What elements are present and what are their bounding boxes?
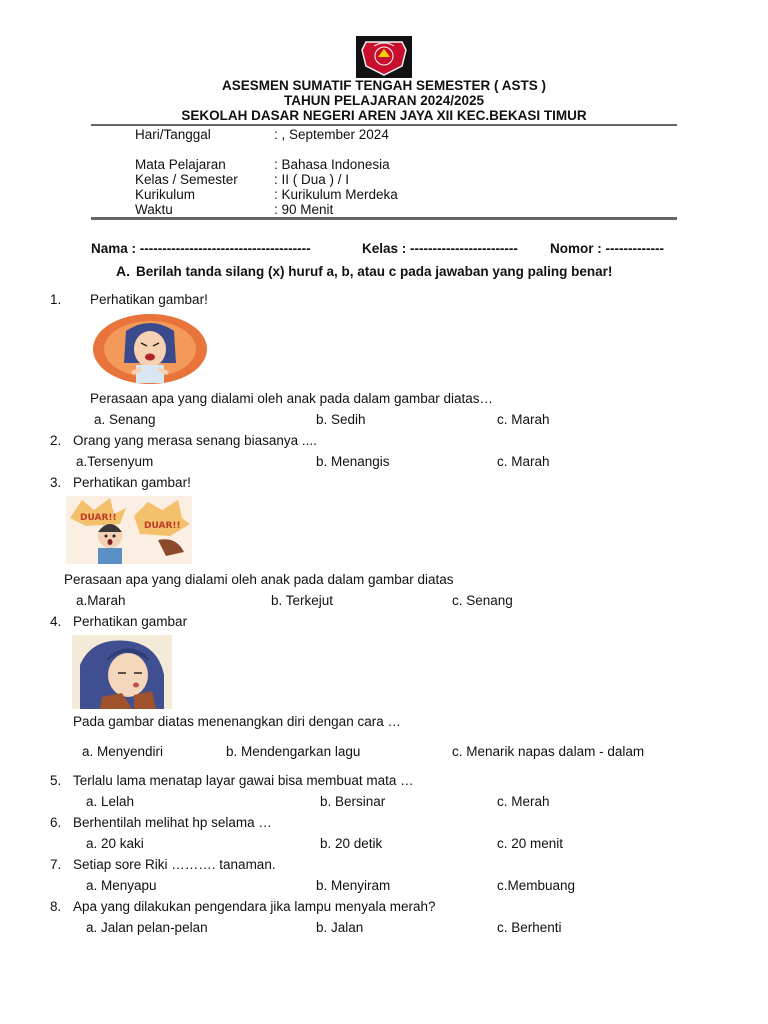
q4-calming-child-image xyxy=(72,635,172,712)
q4-text: Perhatikan gambar xyxy=(73,614,188,629)
q3-duar-left: DUAR!! xyxy=(80,513,117,523)
q3-surprised-child-image xyxy=(66,496,192,567)
number-field: Nomor : ------------- xyxy=(550,241,664,256)
info-label-subject: Mata Pelajaran xyxy=(135,157,226,172)
q4-option-b: b. Mendengarkan lagu xyxy=(226,744,361,759)
section-instruction: Berilah tanda silang (x) huruf a, b, atau c pada jawaban yang paling benar! xyxy=(136,264,613,279)
q6-option-c: c. 20 menit xyxy=(497,836,564,851)
class-field: Kelas : ------------------------ xyxy=(362,241,518,256)
q3-number: 3. xyxy=(50,475,62,490)
q4-option-a: a. Menyendiri xyxy=(82,744,164,759)
q3-text: Perhatikan gambar! xyxy=(73,475,191,490)
q8-option-b: b. Jalan xyxy=(316,920,364,935)
q5-number: 5. xyxy=(50,773,62,788)
q7-option-c: c.Membuang xyxy=(497,878,576,893)
q6-option-a: a. 20 kaki xyxy=(86,836,144,851)
q6-number: 6. xyxy=(50,815,62,830)
q8-option-a: a. Jalan pelan-pelan xyxy=(86,920,208,935)
header-divider-top xyxy=(91,124,677,126)
q5-option-a: a. Lelah xyxy=(86,794,135,809)
q3-duar-right: DUAR!! xyxy=(144,521,181,531)
info-label-time: Waktu xyxy=(135,202,173,217)
q8-text: Apa yang dilakukan pengendara jika lampu menyala merah? xyxy=(73,899,436,914)
name-field: Nama : -------------------------------------- xyxy=(91,241,311,256)
q3-option-c: c. Senang xyxy=(452,593,513,608)
q4-option-c: c. Menarik napas dalam - dalam xyxy=(452,744,645,759)
q1-subtext: Perasaan apa yang dialami oleh anak pada dalam gambar diatas… xyxy=(90,391,494,406)
q3-option-a: a.Marah xyxy=(76,593,126,608)
q2-number: 2. xyxy=(50,433,62,448)
q3-option-b: b. Terkejut xyxy=(271,593,334,608)
q5-option-c: c. Merah xyxy=(497,794,550,809)
q7-option-b: b. Menyiram xyxy=(316,878,391,893)
q1-text: Perhatikan gambar! xyxy=(90,292,208,307)
q7-text: Setiap sore Riki ………. tanaman. xyxy=(73,857,276,872)
q6-text: Berhentilah melihat hp selama … xyxy=(73,815,272,830)
exam-title: ASESMEN SUMATIF TENGAH SEMESTER ( ASTS ) xyxy=(221,78,546,93)
q7-option-a: a. Menyapu xyxy=(86,878,157,893)
q3-subtext: Perasaan apa yang dialami oleh anak pada dalam gambar diatas xyxy=(64,572,454,587)
q5-text: Terlalu lama menatap layar gawai bisa membuat mata … xyxy=(73,773,414,788)
q6-option-b: b. 20 detik xyxy=(320,836,383,851)
q2-option-c: c. Marah xyxy=(497,454,550,469)
q8-option-c: c. Berhenti xyxy=(497,920,562,935)
header-divider-bottom xyxy=(91,217,677,220)
q1-option-b: b. Sedih xyxy=(316,412,366,427)
q8-number: 8. xyxy=(50,899,62,914)
info-label-curriculum: Kurikulum xyxy=(135,187,196,202)
info-value-subject: : Bahasa Indonesia xyxy=(274,157,390,172)
q4-number: 4. xyxy=(50,614,62,629)
q4-subtext: Pada gambar diatas menenangkan diri dengan cara … xyxy=(73,714,401,729)
q2-option-b: b. Menangis xyxy=(316,454,390,469)
school-year: TAHUN PELAJARAN 2024/2025 xyxy=(283,93,485,108)
school-logo xyxy=(356,36,412,78)
q1-angry-child-image xyxy=(92,313,208,388)
section-letter: A. xyxy=(116,263,130,279)
info-label-class: Kelas / Semester xyxy=(135,172,238,187)
info-value-curriculum: : Kurikulum Merdeka xyxy=(274,187,398,202)
info-label-date: Hari/Tanggal xyxy=(135,127,211,142)
q1-option-c: c. Marah xyxy=(497,412,550,427)
q7-number: 7. xyxy=(50,857,62,872)
q2-option-a: a.Tersenyum xyxy=(76,454,154,469)
q5-option-b: b. Bersinar xyxy=(320,794,386,809)
info-value-time: : 90 Menit xyxy=(274,202,334,217)
info-value-class: : II ( Dua ) / I xyxy=(274,172,350,187)
q1-option-a: a. Senang xyxy=(94,412,156,427)
q1-number: 1. xyxy=(50,292,62,307)
school-name: SEKOLAH DASAR NEGERI AREN JAYA XII KEC.BEKASI TIMUR xyxy=(181,108,587,123)
info-value-date: : , September 2024 xyxy=(274,127,389,142)
q2-text: Orang yang merasa senang biasanya .... xyxy=(73,433,317,448)
